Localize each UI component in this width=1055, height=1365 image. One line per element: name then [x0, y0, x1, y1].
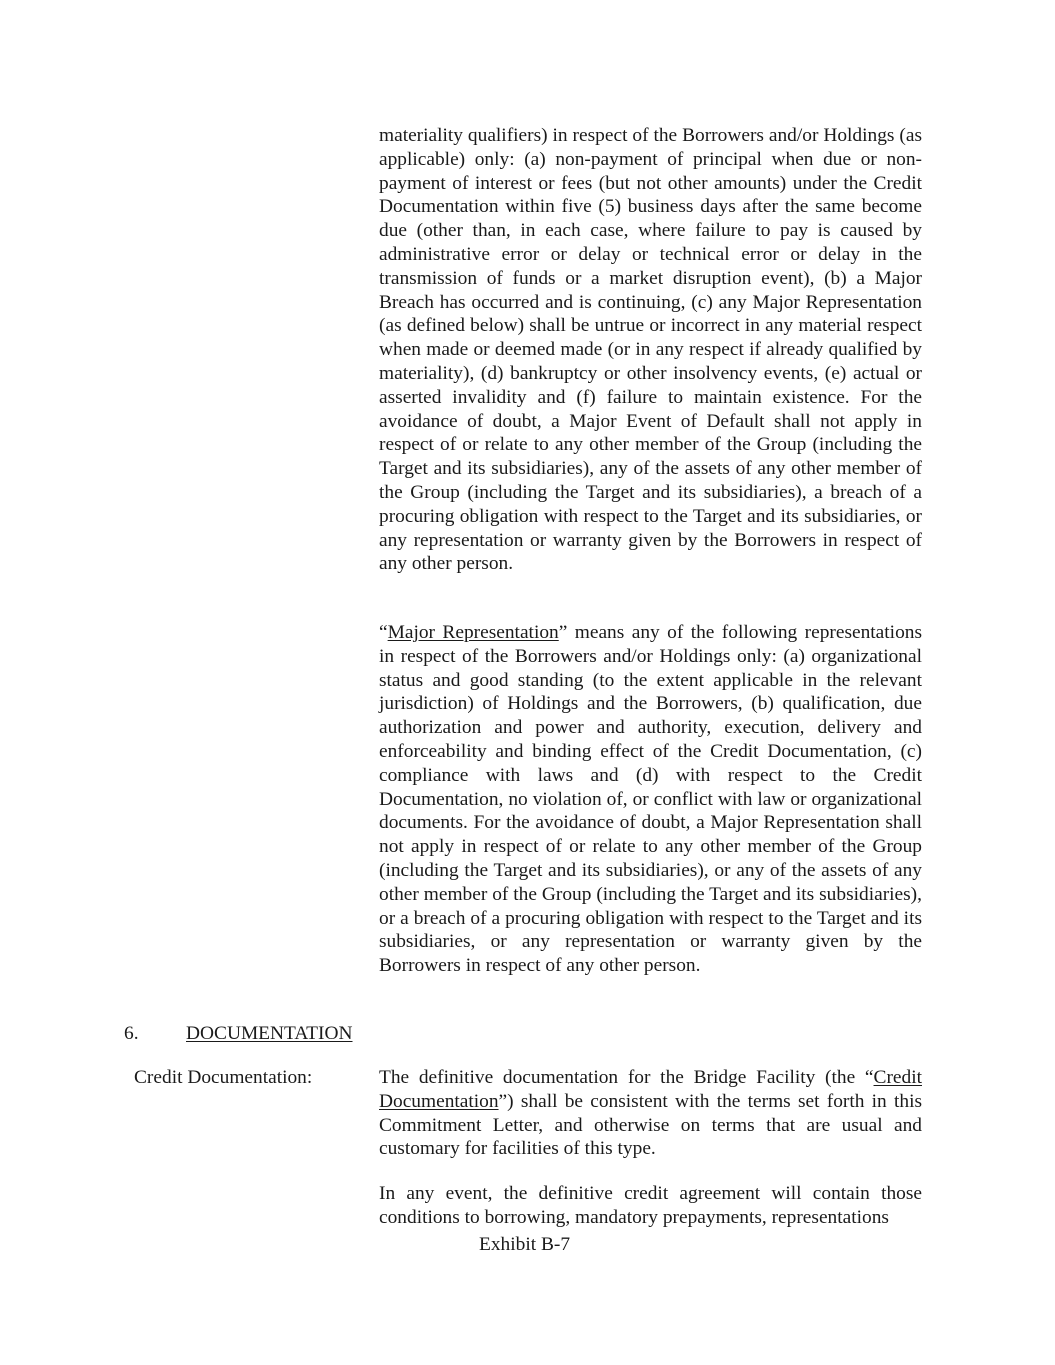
- major-representation-definition: [379, 621, 922, 978]
- major-representation-body: means any of the following representations in respect of the Borrowers and/or Holdings only: (a) organizational status and good standing (to the extent applicable in the relevant jurisdiction) of Holdings and the Borrowers, (b) qualification, due authorization and power and authority, execution, delivery and enforceability and binding effect of the Credit Documentation, (c) compliance with laws and (d) with respect to the Credit Documentation, no violation of, or conflict with law or organizational documents. For the avoidance of doubt, a Major Representation shall not apply in respect of or relate to any other member of the Group (including the Target and its subsidiaries), or any of the assets of any other member of the Group (including the Target and its subsidiaries), or a breach of a procuring obligation with respect to the Target and its subsidiaries, or any representation or warranty given by the Borrowers in respect of any other person.: [379, 622, 923, 977]
- definitive-agreement-paragraph: In any event, the definitive credit agreement will contain those conditions to borrowing, mandatory prepayments, representations: [379, 1183, 922, 1228]
- page-footer: Exhibit B-7: [479, 1234, 571, 1255]
- credit-documentation-rest: ”) shall be consistent with the terms set forth in this Commitment Letter, and otherwise on terms that are usual and customary for facilities of this type.: [379, 1090, 922, 1160]
- open-quote: “: [379, 622, 388, 643]
- event-of-default-continuation: materiality qualifiers) in respect of the Borrowers and/or Holdings (as applicable) only: (a) non-payment of principal when due or non-payment of interest or fees (but not other amounts) under the Credit Documentation within five (5) business days after the same become due (other than, in each case, where failure to pay is caused by administrative error or delay or technical error or delay in the transmission of funds or a market disruption event), (b) a Major Breach has occurred and is continuing, (c) any Major Representation (as defined below) shall be untrue or incorrect in any material respect when made or deemed made (or in any respect if already qualified by materiality), (d) bankruptcy or other insolvency events, (e) actual or asserted invalidity and (f) failure to maintain existence. For the avoidance of doubt, a Major Event of Default shall not apply in respect of or relate to any other member of the Group (including the Target and its subsidiaries), any of the assets of any other member of the Group (including the Target and its subsidiaries), a breach of a procuring obligation with respect to the Target and its subsidiaries, or any representation or warranty given by the Borrowers in respect of any other person.: [379, 125, 922, 575]
- credit-documentation-intro: The definitive documentation for the Bridge Facility (the “: [379, 1067, 874, 1088]
- credit-documentation-paragraph: [379, 1066, 922, 1161]
- defined-term-major-representation: Major Representation: [387, 622, 559, 643]
- section-number: 6.: [124, 1023, 139, 1044]
- section-heading: [124, 1022, 353, 1046]
- defined-term-credit-documentation: Credit Documentation: [379, 1067, 922, 1112]
- close-quote: ”: [558, 622, 568, 643]
- section-title: DOCUMENTATION: [186, 1023, 353, 1044]
- credit-documentation-label: Credit Documentation:: [134, 1067, 313, 1088]
